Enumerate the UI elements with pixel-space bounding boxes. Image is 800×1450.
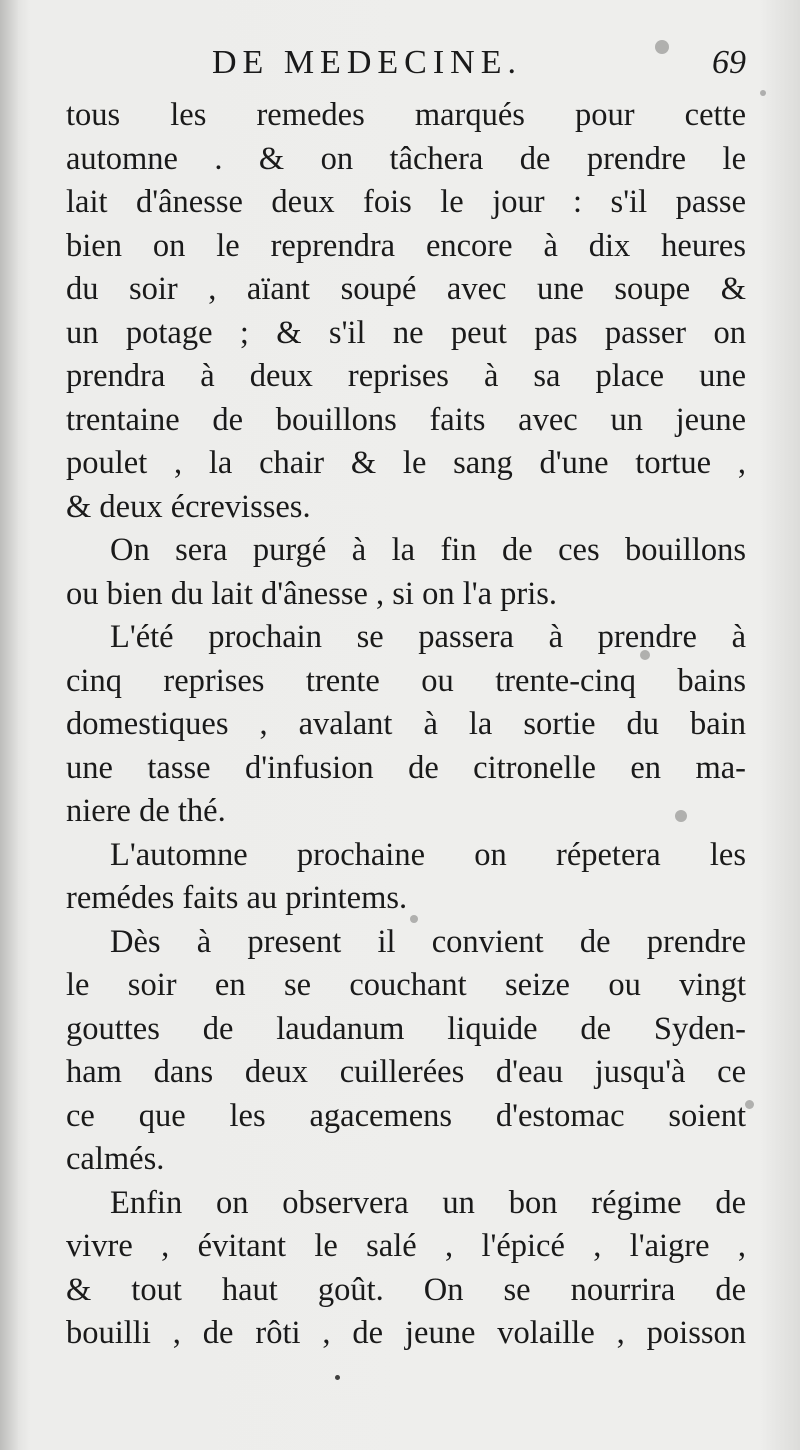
paragraph-first-line: On sera purgé à la fin de ces bouillons [110, 532, 746, 568]
text-line: domestiques , avalant à la sortie du bain [66, 706, 746, 742]
text-line: poulet , la chair & le sang d'une tortue , [66, 445, 746, 481]
paragraph-first-line: Enfin on observera un bon régime de [110, 1184, 746, 1221]
text-line: bouilli , de rôti , de jeune volaille , poisson [66, 1315, 746, 1351]
text-line: remédes faits au printems. [66, 880, 408, 916]
text-line: bien on le reprendra encore à dix heures [66, 227, 746, 264]
text-line: niere de thé. [66, 793, 226, 829]
text-line: du soir , aïant soupé avec une soupe & [66, 271, 746, 307]
text-line: une tasse d'infusion de citronelle en ma- [66, 749, 746, 786]
text-line: gouttes de laudanum liquide de Syden- [66, 1010, 746, 1047]
paragraph-first-line: Dès à present il convient de prendre [110, 923, 746, 960]
paragraph-first-line: L'été prochain se passera à prendre à [110, 619, 746, 655]
page-gutter-shadow [0, 0, 18, 1450]
ink-speck [745, 1100, 754, 1109]
text-line: le soir en se couchant seize ou vingt [66, 967, 746, 1003]
text-line: calmés. [66, 1141, 165, 1177]
page-number: 69 [712, 44, 746, 81]
text-line: trentaine de bouillons faits avec un jeune [66, 401, 746, 438]
text-line: automne . & on tâchera de prendre le [66, 140, 746, 177]
text-line: & deux écrevisses. [66, 488, 311, 525]
ink-speck [760, 90, 766, 96]
ink-speck [640, 650, 650, 660]
text-line: & tout haut goût. On se nourrira de [66, 1271, 746, 1308]
ink-speck [335, 1375, 340, 1380]
text-line: ham dans deux cuillerées d'eau jusqu'à ce [66, 1054, 746, 1090]
body-text [66, 94, 746, 1356]
text-line: vivre , évitant le salé , l'épicé , l'aigre , [66, 1228, 746, 1264]
ink-speck [675, 810, 687, 822]
running-head-title: DE MEDECINE. [212, 44, 522, 81]
text-line: prendra à deux reprises à sa place une [66, 358, 746, 394]
text-line: cinq reprises trente ou trente-cinq bains [66, 662, 746, 699]
text-line: lait d'ânesse deux fois le jour : s'il passe [66, 184, 746, 220]
ink-speck [410, 915, 418, 923]
ink-speck [655, 40, 669, 54]
text-line: ce que les agacemens d'estomac soient [66, 1097, 746, 1134]
text-line: tous les remedes marqués pour cette [66, 97, 746, 133]
paragraph-first-line: L'automne prochaine on répetera les [110, 836, 746, 873]
text-line: ou bien du lait d'ânesse , si on l'a pris. [66, 575, 558, 612]
running-head [66, 44, 746, 94]
text-line: un potage ; & s'il ne peut pas passer on [66, 314, 746, 351]
